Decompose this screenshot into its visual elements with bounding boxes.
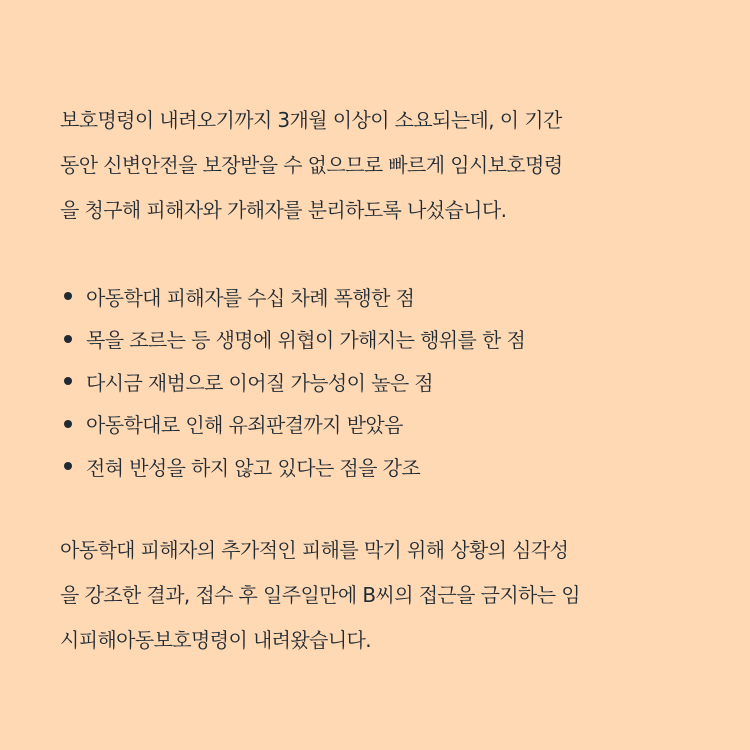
text-line: 보호명령이 내려오기까지 3개월 이상이 소요되는데, 이 기간 bbox=[60, 108, 562, 132]
bullet-dot-icon bbox=[64, 377, 72, 385]
bullet-text: 전혀 반성을 하지 않고 있다는 점을 강조 bbox=[86, 455, 421, 480]
bullet-text: 아동학대로 인해 유죄판결까지 받았음 bbox=[86, 413, 403, 438]
bullet-item bbox=[60, 360, 694, 403]
text-line: 동안 신변안전을 보장받을 수 없으므로 빠르게 임시보호명령 bbox=[60, 153, 563, 177]
text-line: 아동학대 피해자의 추가적인 피해를 막기 위해 상황의 심각성 bbox=[60, 537, 569, 562]
conclusion-paragraph bbox=[60, 528, 694, 663]
bullet-item bbox=[60, 318, 694, 361]
bullet-dot-icon bbox=[64, 335, 72, 343]
text-line: 시피해아동보호명령이 내려왔습니다. bbox=[60, 627, 372, 652]
bullet-item bbox=[60, 445, 694, 488]
bullet-text: 목을 조르는 등 생명에 위협이 가해지는 행위를 한 점 bbox=[86, 328, 526, 353]
bullet-item bbox=[60, 275, 694, 318]
bullet-text: 아동학대 피해자를 수십 차례 폭행한 점 bbox=[86, 285, 415, 310]
bullet-dot-icon bbox=[64, 462, 72, 470]
bullet-dot-icon bbox=[64, 420, 72, 428]
bullet-dot-icon bbox=[64, 292, 72, 300]
text-line: 을 강조한 결과, 접수 후 일주일만에 B씨의 접근을 금지하는 임 bbox=[60, 582, 580, 607]
bullet-item bbox=[60, 403, 694, 446]
text-line: 을 청구해 피해자와 가해자를 분리하도록 나섰습니다. bbox=[60, 198, 507, 222]
intro-paragraph bbox=[60, 98, 694, 233]
bullet-text: 다시금 재범으로 이어질 가능성이 높은 점 bbox=[86, 370, 434, 395]
reason-bullet-list bbox=[60, 275, 694, 488]
